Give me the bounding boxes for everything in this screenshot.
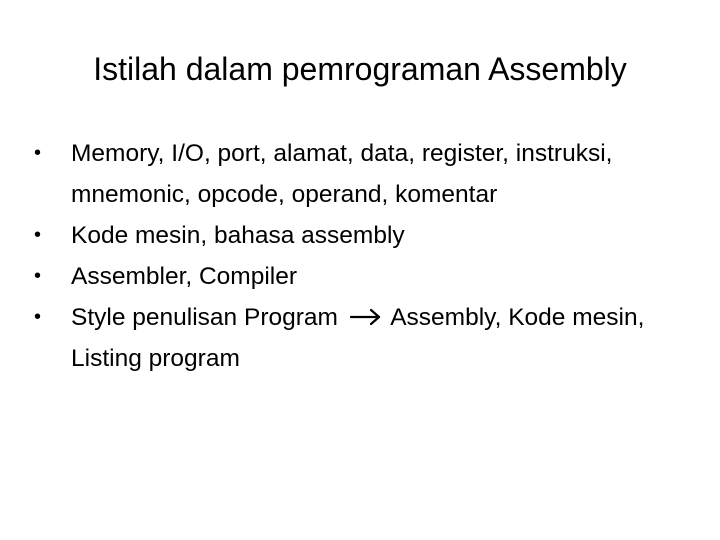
bullet-text-before-arrow: Style penulisan Program bbox=[71, 304, 338, 331]
bullet-text: Kode mesin, bahasa assembly bbox=[71, 222, 405, 249]
bullet-list bbox=[34, 133, 674, 379]
bullet-text: Memory, I/O, port, alamat, data, register, instruksi, mnemonic, opcode, operand, komentar bbox=[71, 140, 613, 208]
slide-title: Istilah dalam pemrograman Assembly bbox=[93, 51, 627, 87]
bullet-text: Assembler, Compiler bbox=[71, 263, 298, 290]
bullet-item bbox=[34, 215, 674, 256]
arrow-right-icon bbox=[349, 308, 383, 326]
bullet-dot-icon: • bbox=[34, 142, 42, 164]
bullet-dot-icon: • bbox=[34, 265, 42, 287]
bullet-dot-icon: • bbox=[34, 306, 42, 328]
bullet-item bbox=[34, 133, 674, 215]
bullet-dot-icon: • bbox=[34, 224, 42, 246]
bullet-text-after-arrow: Assembly, Kode mesin, Listing program bbox=[71, 304, 645, 372]
bullet-item bbox=[34, 256, 674, 297]
bullet-item bbox=[34, 297, 674, 379]
